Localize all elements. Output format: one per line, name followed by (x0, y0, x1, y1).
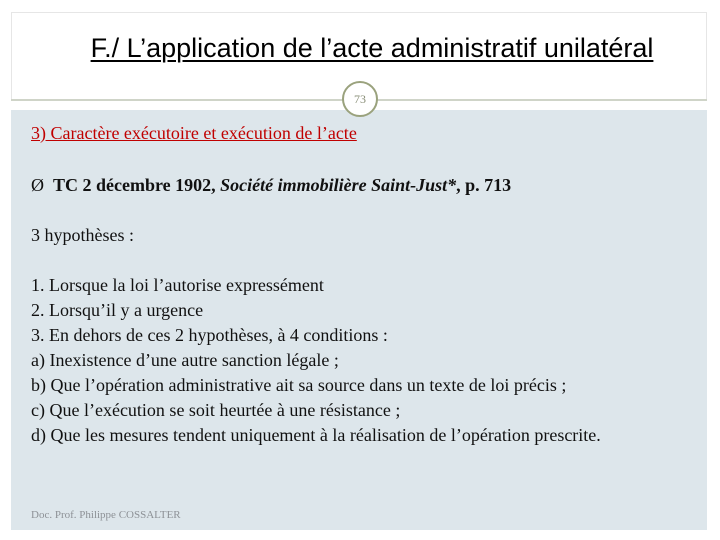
hypotheses-list (31, 273, 691, 448)
list-item: 3. En dehors de ces 2 hypothèses, à 4 conditions : (31, 325, 388, 345)
list-item: d) Que les mesures tendent uniquement à la réalisation de l’opération prescrite. (31, 425, 601, 445)
hypotheses-intro: 3 hypothèses : (31, 225, 134, 245)
list-item: 1. Lorsque la loi l’autorise expressément (31, 275, 324, 295)
case-court: TC 2 décembre 1902, (53, 175, 221, 195)
slide-title: F./ L’application de l’acte administratif unilatéral (90, 33, 654, 63)
list-item: 2. Lorsqu’il y a urgence (31, 300, 204, 320)
content-panel (11, 110, 707, 530)
case-page-ref: , p. 713 (456, 175, 512, 195)
page-number-badge: 73 (342, 81, 378, 117)
footer-author: Doc. Prof. Philippe COSSALTER (31, 509, 181, 521)
arrow-bullet-icon: Ø (31, 175, 44, 195)
list-item: a) Inexistence d’une autre sanction légale ; (31, 350, 339, 370)
section-heading: 3) Caractère exécutoire et exécution de l’acte (31, 123, 357, 143)
list-item: b) Que l’opération administrative ait sa source dans un texte de loi précis ; (31, 375, 567, 395)
case-reference (31, 174, 511, 196)
list-item: c) Que l’exécution se soit heurtée à une résistance ; (31, 400, 401, 420)
case-name: Société immobilière Saint-Just* (220, 175, 457, 195)
